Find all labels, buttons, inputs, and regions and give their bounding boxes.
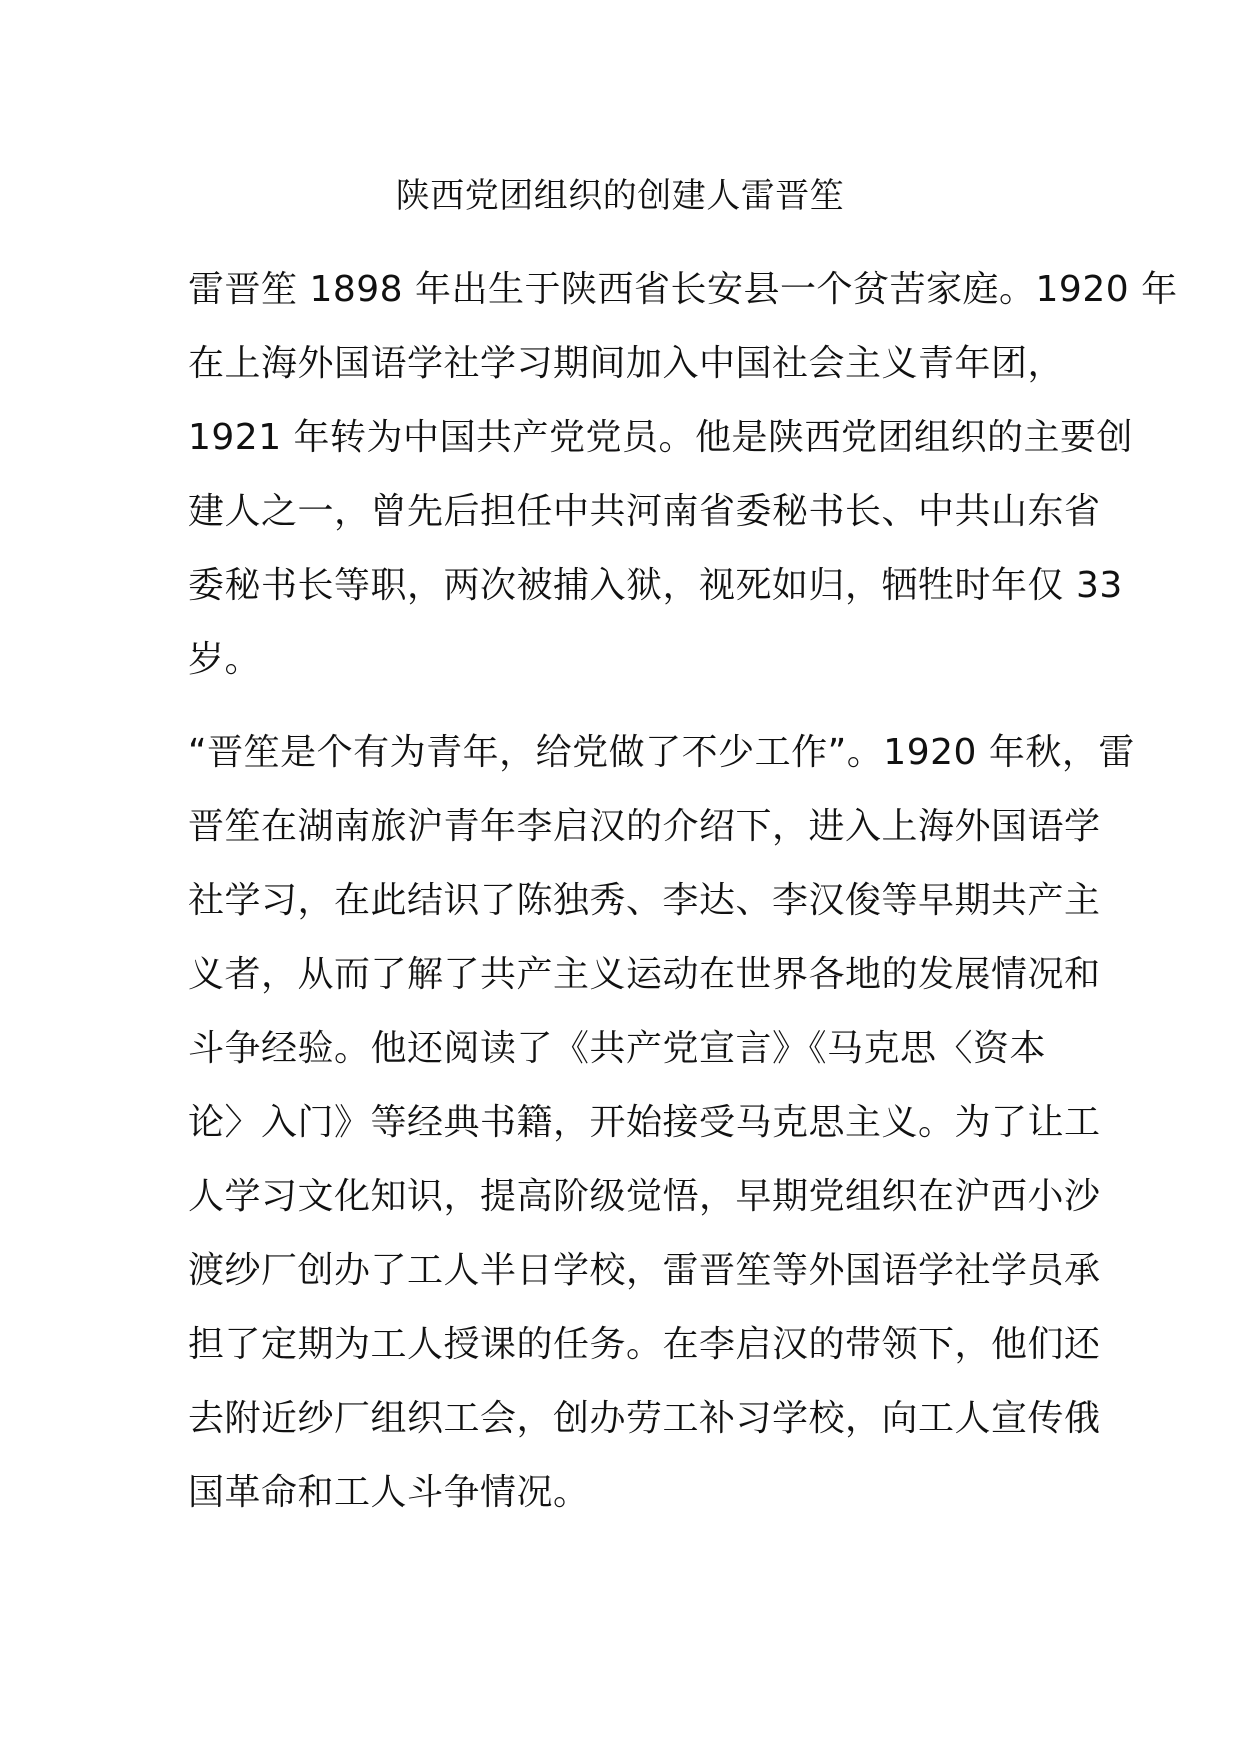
paragraph-line: 委秘书长等职，两次被捕入狱，视死如归，牺牲时年仅 33: [188, 565, 1123, 606]
paragraph-line: 建人之一，曾先后担任中共河南省委秘书长、中共山东省: [188, 491, 1101, 532]
paragraph-2: [188, 716, 1135, 1530]
paragraph-line: 社学习，在此结识了陈独秀、李达、李汉俊等早期共产主: [188, 880, 1101, 921]
paragraph-line: 义者，从而了解了共产主义运动在世界各地的发展情况和: [188, 954, 1101, 995]
paragraph-1: [188, 253, 1178, 697]
paragraph-line: 晋笙在湖南旅沪青年李启汉的介绍下，进入上海外国语学: [188, 806, 1101, 847]
paragraph-line: 国革命和工人斗争情况。: [188, 1472, 590, 1513]
paragraph-line: 在上海外国语学社学习期间加入中国社会主义青年团，: [188, 343, 1065, 384]
paragraph-line: 斗争经验。他还阅读了《共产党宣言》《马克思〈资本: [188, 1028, 1047, 1069]
paragraph-line: 人学习文化知识，提高阶级觉悟，早期党组织在沪西小沙: [188, 1176, 1101, 1217]
document-title: 陕西党团组织的创建人雷晋笙: [395, 176, 845, 216]
paragraph-line: 岁。: [188, 639, 262, 680]
paragraph-line: 担了定期为工人授课的任务。在李启汉的带领下，他们还: [188, 1324, 1101, 1365]
paragraph-line: 去附近纱厂组织工会，创办劳工补习学校，向工人宣传俄: [188, 1398, 1101, 1439]
paragraph-line: 1921 年转为中国共产党党员。他是陕西党团组织的主要创: [188, 417, 1134, 458]
paragraph-line: “晋笙是个有为青年，给党做了不少工作”。1920 年秋，雷: [188, 732, 1135, 773]
paragraph-line: 雷晋笙 1898 年出生于陕西省长安县一个贫苦家庭。1920 年: [188, 269, 1178, 310]
paragraph-line: 论〉入门》等经典书籍，开始接受马克思主义。为了让工: [188, 1102, 1101, 1143]
paragraph-line: 渡纱厂创办了工人半日学校，雷晋笙等外国语学社学员承: [188, 1250, 1101, 1291]
